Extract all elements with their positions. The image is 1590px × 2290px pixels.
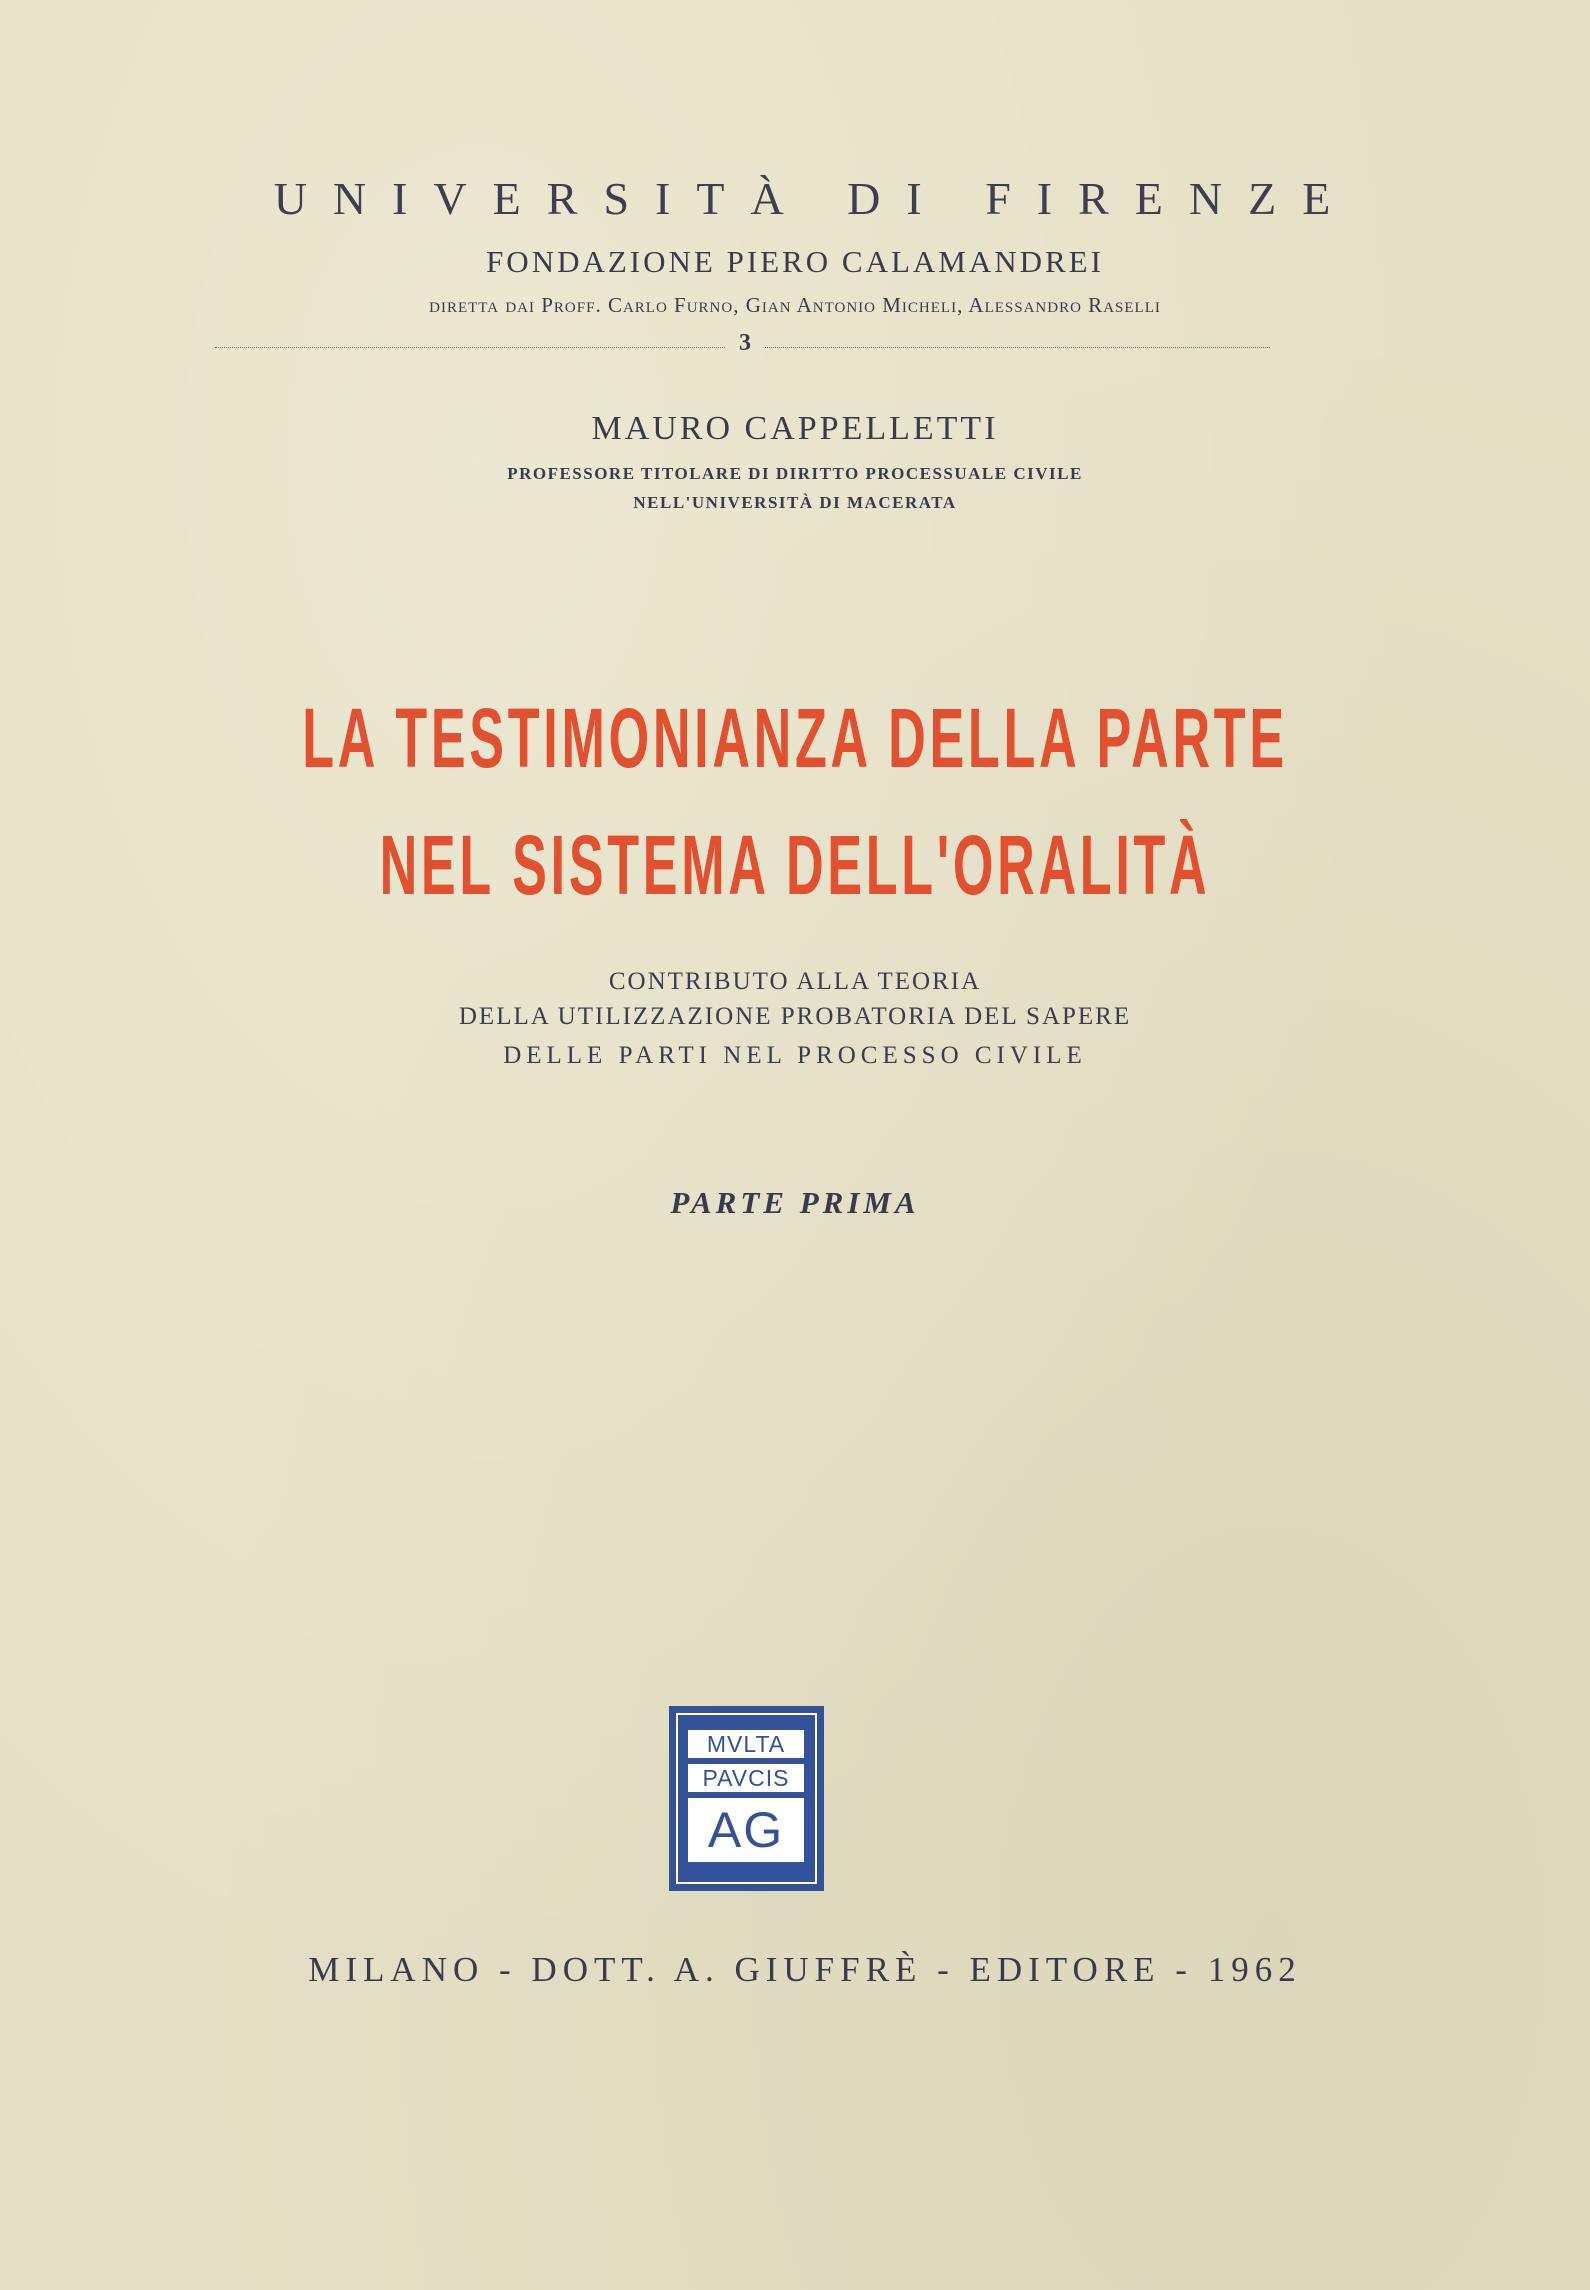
logo-frame [676, 1713, 817, 1884]
part-label: PARTE PRIMA [670, 1185, 920, 1220]
series-rule-left [215, 347, 725, 348]
subtitle-line2: DELLA UTILIZZAZIONE PROBATORIA DEL SAPERE [458, 1003, 1132, 1030]
publisher-logo [669, 1706, 824, 1891]
logo-text-line2: PAVCIS [688, 1764, 804, 1792]
logo-text-line1: MVLTA [688, 1730, 804, 1758]
university-heading: UNIVERSITÀ DI FIRENZE [273, 173, 1357, 224]
subtitle-line1: CONTRIBUTO ALLA TEORIA [608, 968, 982, 995]
series-rule-right [765, 347, 1270, 348]
directors-line: diretta dai Proff. Carlo Furno, Gian Antonio Micheli, Alessandro Raselli [429, 293, 1161, 317]
subtitle-line3: DELLE PARTI NEL PROCESSO CIVILE [503, 1042, 1087, 1069]
publisher-imprint: MILANO - DOTT. A. GIUFFRÈ - EDITORE - 1962 [308, 1950, 1302, 1989]
title-line2: NEL SISTEMA DELL'ORALITÀ [379, 818, 1211, 912]
foundation-name: FONDAZIONE PIERO CALAMANDREI [486, 244, 1104, 279]
author-role-line1: PROFESSORE TITOLARE DI DIRITTO PROCESSUALE CIVILE [507, 464, 1083, 483]
author-role-line2: NELL'UNIVERSITÀ DI MACERATA [633, 493, 957, 512]
title-line1: LA TESTIMONIANZA DELLA PARTE [302, 691, 1288, 785]
series-number: 3 [739, 330, 751, 356]
author-name: MAURO CAPPELLETTI [591, 410, 999, 447]
logo-monogram: AG [688, 1798, 804, 1862]
